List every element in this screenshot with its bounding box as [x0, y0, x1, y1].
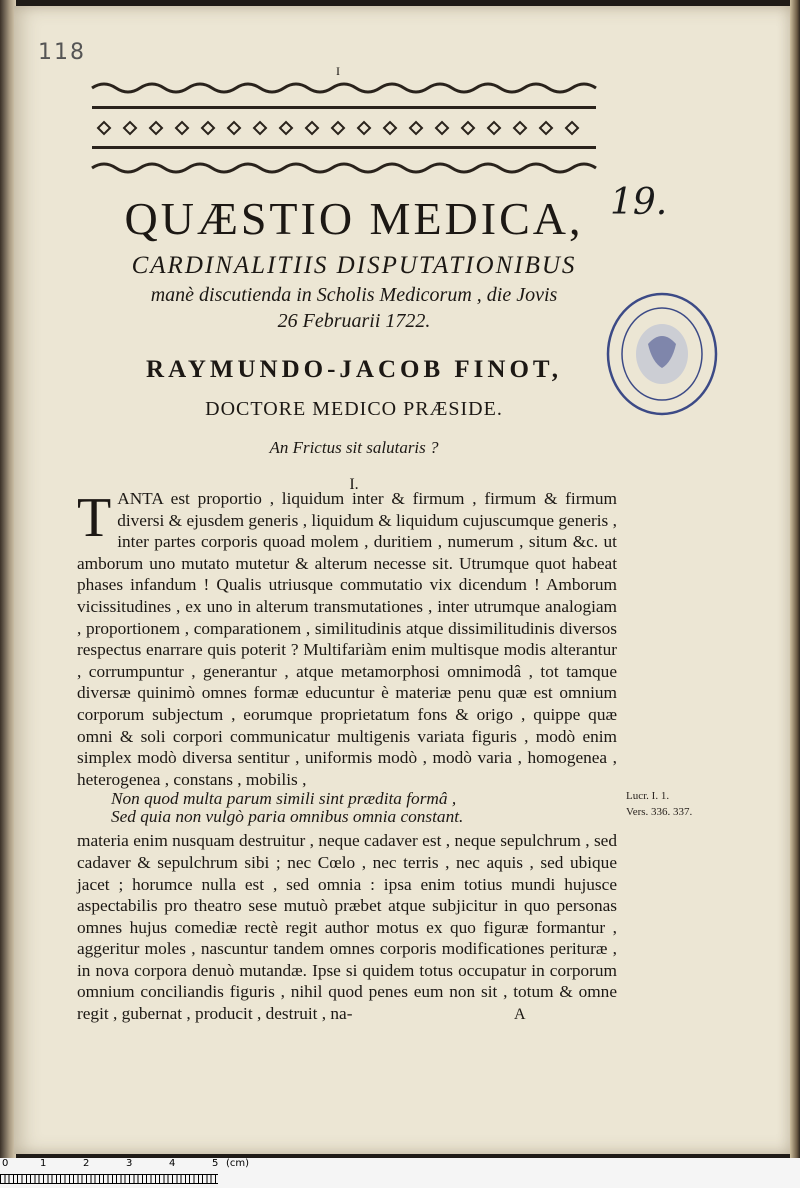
- pencil-page-number: 118: [38, 40, 86, 65]
- drop-cap: T: [77, 487, 112, 549]
- ruler-label: 4: [169, 1158, 176, 1169]
- page-title: QUÆSTIO MEDICA,: [124, 193, 584, 244]
- scale-ruler: [0, 1158, 800, 1188]
- section-number: I.: [349, 476, 359, 493]
- paragraph-1: ANTA est proportio , liquidum inter & firmum , firmum & firmum diversi & ejusdem generis , liquidum & liquidum cujuscumque generis , inter partes corporis quoad molem , duritiem , numerum , situm &c. ut amborum uno mutato mutetur & alterum necesse sit. Utrumque quot habeat phases infandum ! Qualis utriusque commutatio vix dicendum ! Amborum vicissitudines , ex uno in alterum transmutationes , inter utrumque analogiam , proportionem , comparationem , similitudinis atque dissimilitudinis diversos respectus enarrare quis poterit ? Multifariàm enim multisque modis alterantur , corrumpuntur , generantur , atque metamorphosi omnimodâ , tot tamque diversæ quinimò omnes formæ educuntur è materiæ penu quæ est omnium corporum subjectum , eorumque proprietatum fons & origo , quippe quæ omni & soli corpori communicatur multigenis variata figuris , modò enim simplex modò diversa sentitur , uniformis modò , modò varia , homogenea , heterogenea , constans , mobilis ,: [77, 489, 617, 789]
- date-line-2: 26 Februarii 1722.: [277, 310, 431, 332]
- marginal-reference: [626, 788, 736, 820]
- marginal-ref-2: Vers. 336. 337.: [626, 806, 693, 818]
- subtitle: CARDINALITIIS DISPUTATIONIBUS: [131, 252, 577, 279]
- ruler-label: 3: [126, 1158, 133, 1169]
- signature-mark: I: [336, 64, 340, 78]
- ruler-labels: [0, 1158, 250, 1172]
- marginal-ref-1: Lucr. I. 1.: [626, 790, 670, 802]
- headpiece-ornament: [84, 78, 604, 178]
- ink-handwritten-number: 19.: [610, 182, 668, 223]
- verse-line-1: Non quod multa parum simili sint prædita formâ ,: [111, 789, 457, 809]
- disputation-question: An Frictus sit salutaris ?: [269, 438, 439, 457]
- catchword: A: [514, 1006, 526, 1023]
- ruler-ticks: [0, 1174, 218, 1184]
- praeses-rank: DOCTORE MEDICO PRÆSIDE.: [205, 398, 503, 420]
- paragraph-2: materia enim nusquam destruitur , neque cadaver est , neque sepulchrum , sed cadaver & sepulchrum sibi ; nec Cœlo , nec terris , nec aquis , sed ubique jacet ; horumce nulla est , sed omnia : ipsa enim totius mundi hujusce aspectabilis pro theatro sese mutuò præbet atque subjicitur in quo personas omnes hujus comediæ rectè regit author motus ex quo figuræ formantur , aggeritur moles , nascuntur tandem omnes corporis modificationes perituræ , in nova corpora denuò mutandæ. Ipse si quidem totus occupatur in corporum omnium conciliandis figuris , nihil quod penes eum non sit , totum & omne regit , gubernat , producit , destruit , na-: [77, 831, 617, 1024]
- ruler-label: 0: [2, 1158, 9, 1169]
- ruler-label: 1: [40, 1158, 47, 1169]
- ruler-label: 2: [83, 1158, 90, 1169]
- book-edge-right: [790, 0, 800, 1160]
- ruler-unit: (cm): [226, 1158, 250, 1169]
- book-page: [14, 6, 790, 1154]
- body-text: [77, 488, 617, 1025]
- verse-line-2: Sed quia non vulgò paria omnibus omnia constant.: [111, 807, 464, 827]
- praeses-name: RAYMUNDO-JACOB FINOT,: [146, 356, 562, 383]
- date-line-1: manè discutienda in Scholis Medicorum , die Jovis: [150, 284, 558, 306]
- ruler-label: 5: [212, 1158, 219, 1169]
